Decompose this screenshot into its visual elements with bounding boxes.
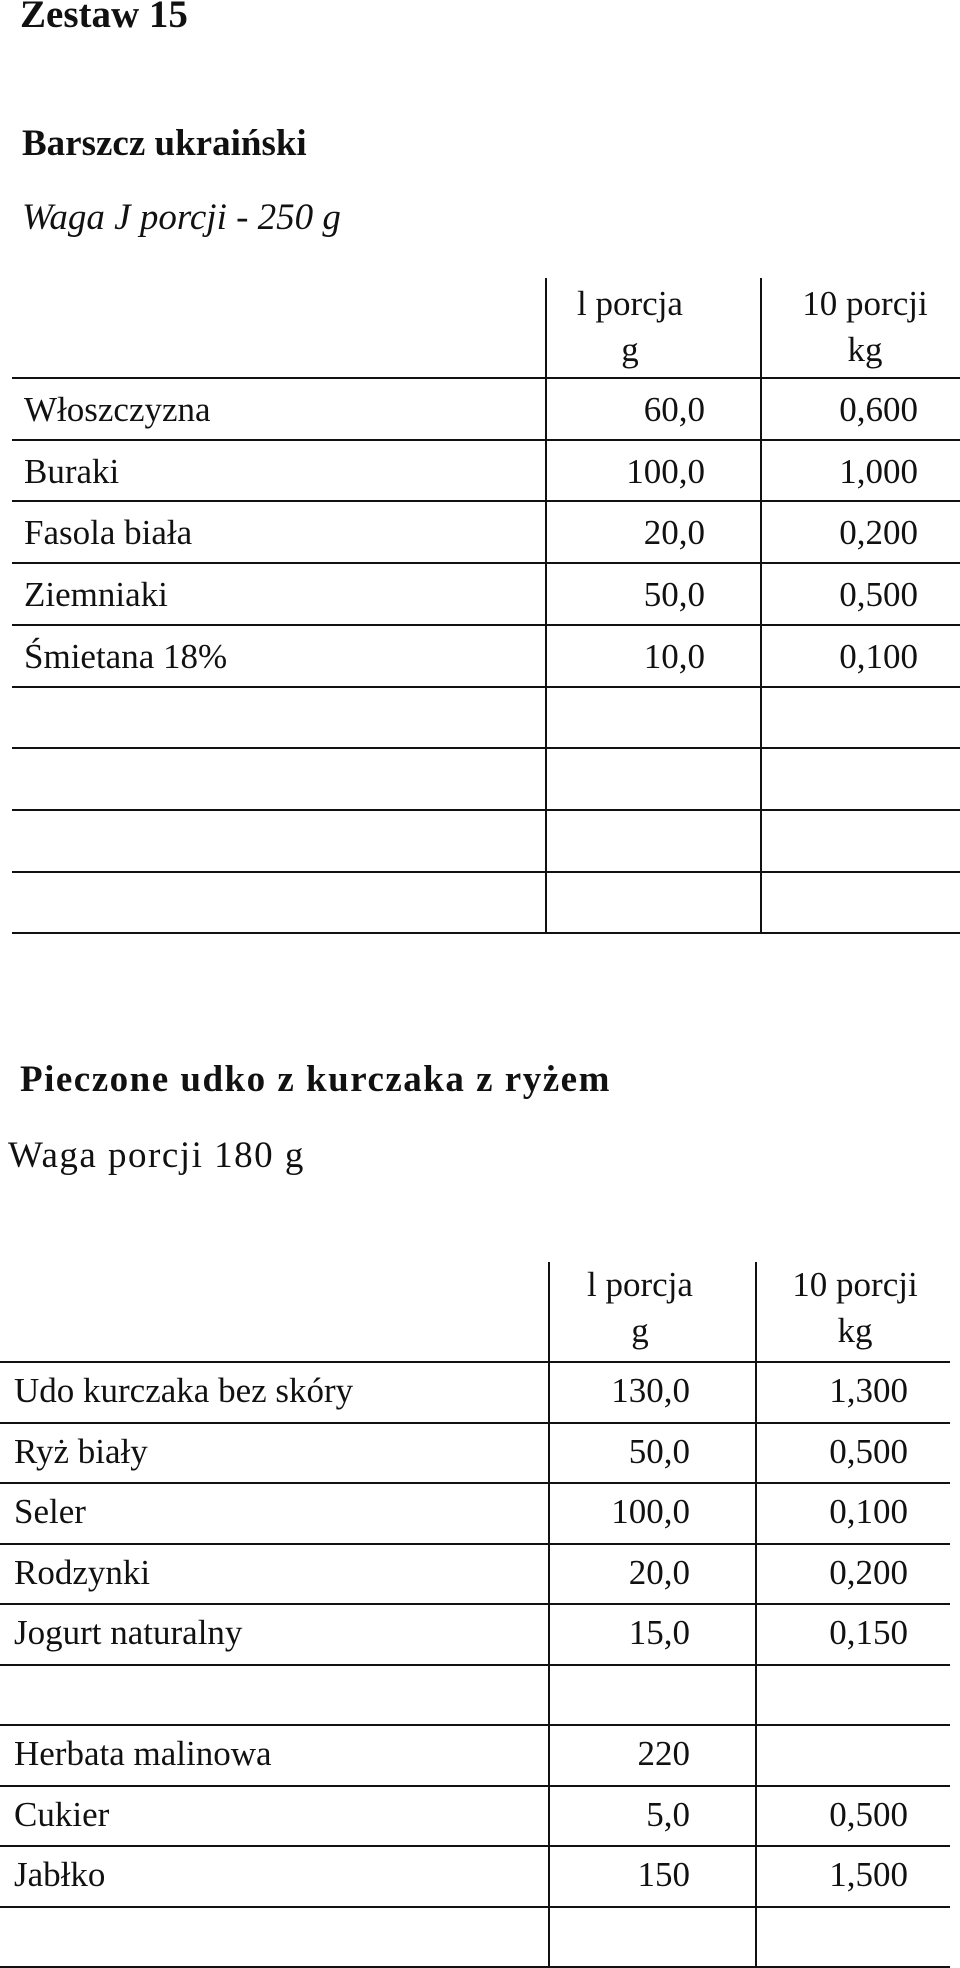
portion-grams: 130,0 — [611, 1371, 690, 1410]
ingredient-name: Ryż biały — [14, 1431, 148, 1471]
dish2-header-portion-unit: g — [631, 1311, 649, 1350]
ingredient-name: Rodzynki — [14, 1552, 151, 1592]
table-rule — [12, 809, 960, 811]
ingredient-name: Ziemniaki — [24, 575, 168, 615]
portion-grams: 10,0 — [643, 636, 705, 676]
ingredient-name: Jogurt naturalny — [14, 1613, 243, 1652]
portion-grams: 100,0 — [611, 1492, 690, 1531]
table-rule — [0, 1785, 950, 1787]
table-rule — [0, 1603, 950, 1605]
table-rule — [0, 1422, 950, 1424]
ingredient-name: Seler — [14, 1492, 86, 1531]
portion-grams: 50,0 — [628, 1431, 690, 1471]
table-rule — [12, 686, 960, 688]
table-rule — [12, 377, 960, 379]
dish1-title: Barszcz ukraiński — [22, 123, 307, 164]
ingredient-name: Herbata malinowa — [14, 1734, 272, 1773]
dish2-header-ten: 10 porcji — [792, 1265, 918, 1304]
portion-grams: 50,0 — [643, 575, 705, 615]
ten-portions-kg: 0,600 — [839, 390, 918, 429]
portion-grams: 100,0 — [626, 451, 705, 491]
ingredient-name: Włoszczyzna — [24, 390, 211, 429]
dish1-header-portion: l porcja — [577, 284, 683, 323]
ingredient-name: Jabłko — [14, 1855, 106, 1894]
portion-grams: 220 — [637, 1734, 690, 1773]
ingredient-name: Buraki — [24, 451, 120, 491]
portion-grams: 15,0 — [628, 1613, 690, 1652]
table-rule — [12, 500, 960, 502]
table-rule — [12, 932, 960, 934]
portion-grams: 5,0 — [646, 1794, 690, 1834]
table-rule — [12, 562, 960, 564]
portion-grams: 20,0 — [643, 513, 705, 553]
portion-grams: 150 — [637, 1855, 690, 1894]
ten-portions-kg: 0,200 — [839, 513, 918, 553]
dish1-header-ten: 10 porcji — [802, 284, 928, 323]
ten-portions-kg: 0,100 — [839, 636, 918, 676]
ten-portions-kg: 1,300 — [829, 1371, 908, 1410]
ten-portions-kg: 0,500 — [829, 1794, 908, 1834]
portion-grams: 60,0 — [643, 390, 705, 429]
table-rule — [12, 439, 960, 441]
dish2-portion-weight: Waga porcji 180 g — [8, 1135, 305, 1176]
table-rule — [0, 1543, 950, 1545]
dish1-portion-weight: Waga J porcji - 250 g — [22, 197, 341, 238]
ten-portions-kg: 0,500 — [839, 575, 918, 615]
table-rule — [0, 1482, 950, 1484]
ten-portions-kg: 0,500 — [829, 1431, 908, 1471]
ingredient-name: Cukier — [14, 1794, 110, 1834]
ten-portions-kg: 1,500 — [829, 1855, 908, 1894]
dish2-title: Pieczone udko z kurczaka z ryżem — [20, 1059, 611, 1100]
dish2-header-ten-unit: kg — [837, 1311, 873, 1350]
ten-portions-kg: 0,200 — [829, 1552, 908, 1592]
ten-portions-kg: 1,000 — [839, 451, 918, 491]
table-rule — [12, 871, 960, 873]
ingredient-name: Śmietana 18% — [24, 636, 228, 676]
portion-grams: 20,0 — [628, 1552, 690, 1592]
table-rule — [0, 1724, 950, 1726]
table-rule — [12, 747, 960, 749]
ingredient-name: Udo kurczaka bez skóry — [14, 1371, 354, 1410]
dish1-header-portion-unit: g — [621, 330, 639, 369]
ingredient-name: Fasola biała — [24, 513, 193, 553]
ten-portions-kg: 0,100 — [829, 1492, 908, 1531]
table-rule — [0, 1361, 950, 1363]
set-title: Zestaw 15 — [20, 0, 188, 36]
table-rule — [12, 624, 960, 626]
dish1-header-ten-unit: kg — [847, 330, 883, 369]
table-rule — [0, 1664, 950, 1666]
dish2-header-portion: l porcja — [587, 1265, 693, 1304]
ten-portions-kg: 0,150 — [829, 1613, 908, 1652]
table-rule — [0, 1845, 950, 1847]
